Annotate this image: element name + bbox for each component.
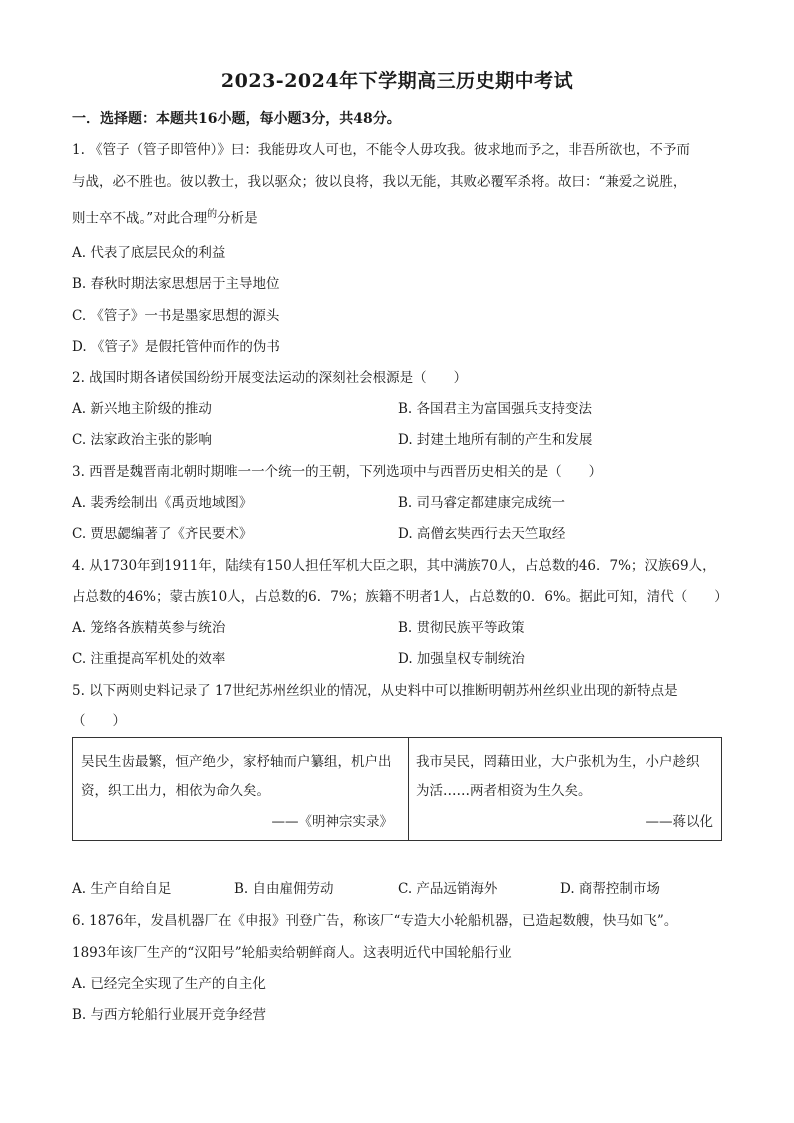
exam-title: 2023-2024年下学期高三历史期中考试 — [220, 70, 574, 92]
source-left-attribution: ——《明神宗实录》 — [271, 814, 393, 830]
source-right-line-1: 我市吴民，罔藉田业，大户张机为生，小户趁织 — [416, 754, 700, 770]
q5-option-b: B. 自由雇佣劳动 — [234, 881, 334, 897]
section-heading: 一．选择题：本题共16小题，每小题3分，共48分。 — [72, 111, 401, 127]
q3-option-d: D. 高僧玄奘西行去天竺取经 — [398, 526, 566, 542]
q6-option-a: A. 已经完全实现了生产的自主化 — [72, 976, 266, 992]
q3-option-b: B. 司马睿定都建康完成统一 — [398, 495, 566, 511]
q5-option-a: A. 生产自给自足 — [72, 881, 172, 897]
q5-stem-line-2: （ ） — [72, 713, 126, 729]
q2-option-b: B. 各国君主为富国强兵支持变法 — [398, 401, 593, 417]
q5-stem-line-1: 5. 以下两则史料记录了 17世纪苏州丝织业的情况，从史料中可以推断明朝苏州丝织业出现的新特点是 — [72, 683, 678, 699]
q1-stem-line-3 — [72, 205, 258, 229]
source-right-cell — [416, 748, 700, 806]
q6-stem-line-1: 6. 1876年，发昌机器厂在《申报》刊登广告，称该厂“专造大小轮船机器，已造起数艘，快马如飞”。 — [72, 913, 678, 929]
source-table — [72, 737, 722, 841]
q2-option-c: C. 法家政治主张的影响 — [72, 432, 212, 448]
q1-stem-line-1: 1. 《管子（管子即管仲）》曰：我能毋攻人可也，不能令人毋攻我。彼求地而予之，非吾所欲也，不予而 — [72, 142, 690, 158]
source-left-cell — [81, 748, 392, 806]
q3-stem: 3. 西晋是魏晋南北朝时期唯一一个统一的王朝，下列选项中与西晋历史相关的是（ ） — [72, 464, 603, 480]
q1-stem-line-2: 与战，必不胜也。彼以教士，我以驱众；彼以良将，我以无能，其败必覆军杀将。故曰：“兼爱之说胜， — [72, 174, 687, 190]
q4-option-a: A. 笼络各族精英参与统治 — [72, 620, 226, 636]
q4-option-d: D. 加强皇权专制统治 — [398, 651, 525, 667]
q1-stem-text-a: 则士卒不战。”对此合理 — [72, 210, 208, 227]
q4-stem-line-2: 占总数的46%；蒙古族10人，占总数的6．7%；族籍不明者1人，占总数的0．6%。据此可知，清代（ ） — [72, 589, 728, 605]
q4-option-b: B. 贯彻民族平等政策 — [398, 620, 525, 636]
q3-option-a: A. 裴秀绘制出《禹贡地域图》 — [72, 495, 253, 511]
source-table-divider — [408, 738, 409, 840]
q1-option-a: A. 代表了底层民众的利益 — [72, 245, 226, 261]
q1-option-b: B. 春秋时期法家思想居于主导地位 — [72, 276, 280, 292]
source-right-line-2: 为活……两者相资为生久矣。 — [416, 783, 592, 799]
q4-option-c: C. 注重提高军机处的效率 — [72, 651, 226, 667]
q2-option-d: D. 封建土地所有制的产生和发展 — [398, 432, 593, 448]
q1-stem-text-b: 分析是 — [217, 210, 258, 227]
q5-option-d: D. 商帮控制市场 — [560, 881, 660, 897]
q1-option-c: C. 《管子》一书是墨家思想的源头 — [72, 308, 280, 324]
q1-stem-superscript: 的 — [207, 209, 218, 220]
source-left-line-1: 吴民生齿最繁，恒产绝少，家杼轴而户纂组，机户出 — [81, 754, 392, 770]
q1-option-d: D. 《管子》是假托管仲而作的伪书 — [72, 339, 280, 355]
source-left-line-2: 资，织工出力，相依为命久矣。 — [81, 783, 270, 799]
q3-option-c: C. 贾思勰编著了《齐民要术》 — [72, 526, 253, 542]
q5-option-c: C. 产品远销海外 — [398, 881, 498, 897]
q4-stem-line-1: 4. 从1730年到1911年，陆续有150人担任军机大臣之职，其中满族70人，占总数的46．7%；汉族69人， — [72, 558, 716, 574]
q6-stem-line-2: 1893年该厂生产的“汉阳号”轮船卖给朝鲜商人。这表明近代中国轮船行业 — [72, 945, 512, 961]
q6-option-b: B. 与西方轮船行业展开竞争经营 — [72, 1007, 267, 1023]
source-right-attribution: ——蒋以化 — [645, 814, 713, 830]
q2-option-a: A. 新兴地主阶级的推动 — [72, 401, 212, 417]
q2-stem: 2. 战国时期各诸侯国纷纷开展变法运动的深刻社会根源是（ ） — [72, 370, 468, 386]
